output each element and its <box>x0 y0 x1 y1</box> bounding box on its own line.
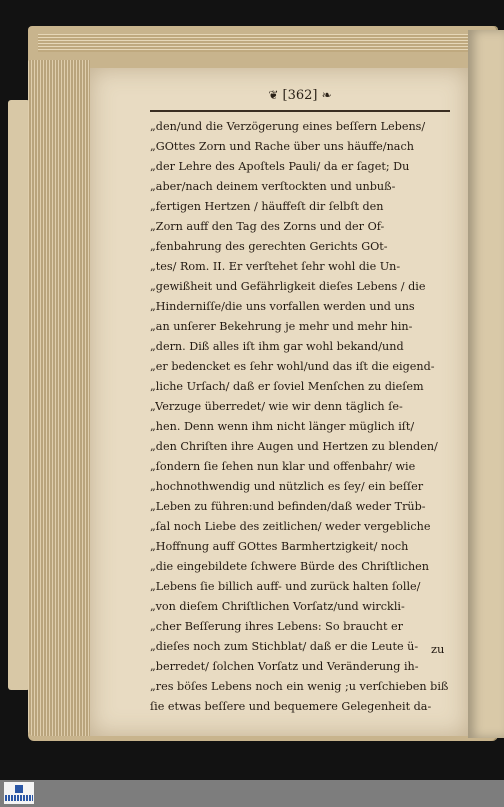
text-line: „Zorn auff den Tag des Zorns und der Of- <box>150 220 385 233</box>
text-line: „Hoffnung auff GOttes Barmhertzigkeit/ noch <box>150 540 409 553</box>
text-line: „gewißheit und Gefährligkeit dieſes Lebens / die <box>150 280 426 293</box>
text-line: „den Chriſten ihre Augen und Hertzen zu blenden/ <box>150 440 438 453</box>
text-line: „von dieſem Chriſtlichen Vorſatz/und wirckli- <box>150 600 405 613</box>
library-logo <box>4 782 34 804</box>
text-line: „er bedencket es ſehr wohl/und das iſt die eigend- <box>150 360 435 373</box>
text-line: „Leben zu führen:und befinden/daß weder Trüb- <box>150 500 426 513</box>
facing-page-stub <box>8 100 30 690</box>
text-line: „Hinderniſſe/die uns vorfallen werden und uns <box>150 300 415 313</box>
text-line: „cher Beſſerung ihres Lebens: So braucht er <box>150 620 403 633</box>
text-line: „Lebens ſie billich auff- und zurück halten ſolle/ <box>150 580 421 593</box>
text-line: „fertigen Hertzen / häuffeſt dir ſelbſt den <box>150 200 384 213</box>
text-line: „res böſes Lebens noch ein wenig ;u verſchieben biß <box>150 680 449 693</box>
library-logo-mark-icon <box>15 785 23 793</box>
ornament-right-icon: ❧ <box>321 88 332 102</box>
text-line: „hochnothwendig und nützlich es ſey/ ein beſſer <box>150 480 424 493</box>
page-edges <box>28 60 90 736</box>
header-rule <box>150 110 450 112</box>
text-line: „fenbahrung des gerechten Gerichts GOt- <box>150 240 388 253</box>
viewer-footer-bar <box>0 780 504 807</box>
text-line: „liche Urſach/ daß er ſoviel Menſchen zu dieſem <box>150 380 424 393</box>
text-line: „den/und die Verzögerung eines beſſern Lebens/ <box>150 120 426 133</box>
text-line: ſie etwas beſſere und bequemere Gelegenheit da- <box>150 700 432 713</box>
text-line: „hen. Denn wenn ihm nicht länger müglich iſt/ <box>150 420 415 433</box>
text-line: „berredet/ ſolchen Vorſatz und Veränderung ih- <box>150 660 419 673</box>
text-line: „ſondern ſie ſehen nun klar und offenbahr/ wie <box>150 460 416 473</box>
text-line: „tes/ Rom. II. Er verſtehet ſehr wohl die Un- <box>150 260 401 273</box>
text-line: „die eingebildete ſchwere Bürde des Chriſtlichen <box>150 560 429 573</box>
ornament-left-icon: ❦ <box>268 88 279 102</box>
text-line: „an unſerer Bekehrung je mehr und mehr hin- <box>150 320 413 333</box>
library-logo-wordmark <box>5 795 33 801</box>
right-page-edge <box>468 30 504 738</box>
text-line: „dieſes noch zum Stichblat/ daß er die Leute ü- <box>150 640 419 653</box>
text-line: „der Lehre des Apoſtels Pauli/ da er ſaget; Du <box>150 160 410 173</box>
catchword: zu <box>431 642 445 656</box>
page-number: [362] <box>282 88 318 103</box>
text-line: „aber/nach deinem verſtockten und unbuß- <box>150 180 396 193</box>
body-text <box>150 117 450 717</box>
page-header <box>150 88 450 103</box>
text-line: „ſal noch Liebe des zeitlichen/ weder vergebliche <box>150 520 431 533</box>
text-line: „Verzuge überredet/ wie wir denn täglich ſe- <box>150 400 403 413</box>
text-line: „dern. Diß alles iſt ihm gar wohl bekand/und <box>150 340 404 353</box>
text-line: „GOttes Zorn und Rache über uns häuffe/nach <box>150 140 414 153</box>
